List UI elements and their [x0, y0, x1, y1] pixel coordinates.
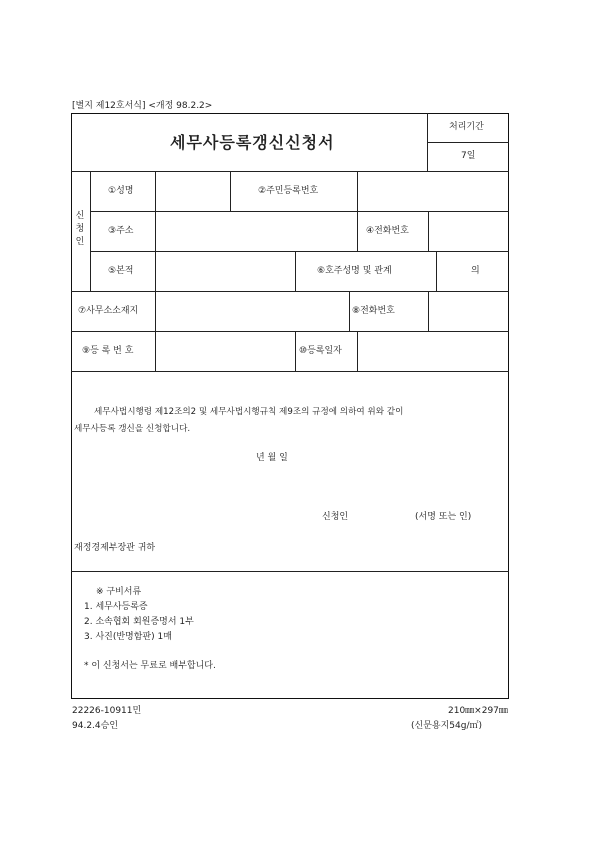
label-column-divider	[155, 171, 156, 371]
applicant-signature-label: 신청인	[322, 512, 349, 522]
statement-line-1: 세무사법시행령 제12조의2 및 세무사법시행규칙 제9조의 규정에 의하여 위와 같이	[94, 407, 404, 417]
approval-date: 94.2.4승인	[72, 721, 119, 731]
document-item: 3. 사진(반명함판) 1매	[84, 632, 172, 642]
domicile-label: ⑤본적	[108, 266, 134, 276]
statement-line-2: 세무사등록 갱신을 신청합니다.	[74, 424, 191, 434]
col-divider	[428, 211, 429, 251]
col-divider	[357, 211, 358, 251]
addressee: 재정경제부장관 귀하	[74, 543, 156, 553]
col-divider	[349, 291, 350, 331]
paper-type: (신문용지54g/㎡)	[411, 721, 482, 731]
documents-heading: ※ 구비서류	[96, 587, 142, 597]
col-divider	[357, 331, 358, 371]
free-distribution-note: * 이 신청서는 무료로 배부합니다.	[84, 661, 216, 671]
resident-number-label: ②주민등록번호	[258, 186, 319, 196]
applicant-phone-label: ④전화번호	[366, 226, 409, 236]
registration-number-label: ⑨등 록 번 호	[82, 346, 134, 356]
name-label: ①성명	[108, 186, 134, 196]
row-line	[90, 251, 509, 252]
document-item: 1. 세무사등록증	[84, 602, 148, 612]
col-divider	[357, 171, 358, 211]
applicant-group-label: 신 청 인	[75, 211, 85, 247]
row-line	[71, 171, 509, 172]
processing-period-label: 처리기간	[449, 122, 484, 132]
col-divider	[295, 251, 296, 291]
applicant-group-divider	[90, 171, 91, 291]
office-phone-label: ⑧전화번호	[352, 306, 395, 316]
col-divider	[295, 331, 296, 371]
period-divider	[427, 142, 509, 143]
col-divider	[428, 291, 429, 331]
processing-period-value: 7일	[461, 151, 476, 161]
document-item: 2. 소속협회 회원증명서 1부	[84, 617, 194, 627]
row-line	[71, 371, 509, 372]
form-code: 22226-10911민	[72, 706, 142, 716]
row-line	[71, 291, 509, 292]
row-line	[71, 331, 509, 332]
registration-date-label: ⑩등록일자	[299, 346, 342, 356]
address-label: ③주소	[108, 226, 134, 236]
form-title: 세무사등록갱신신청서	[170, 133, 335, 152]
office-location-label: ⑦사무소소재지	[78, 306, 139, 316]
row-line	[90, 211, 509, 212]
paper-size: 210㎜×297㎜	[448, 706, 508, 716]
col-divider	[230, 171, 231, 211]
form-reference: [별지 제12호서식] <개정 98.2.2>	[72, 101, 213, 111]
col-divider	[436, 251, 437, 291]
application-date: 년 월 일	[256, 453, 288, 463]
signature-instruction: (서명 또는 인)	[415, 512, 472, 522]
household-head-label: ⑥호주성명 및 관계	[317, 266, 392, 276]
row-line	[71, 571, 509, 572]
household-suffix: 의	[471, 266, 480, 276]
